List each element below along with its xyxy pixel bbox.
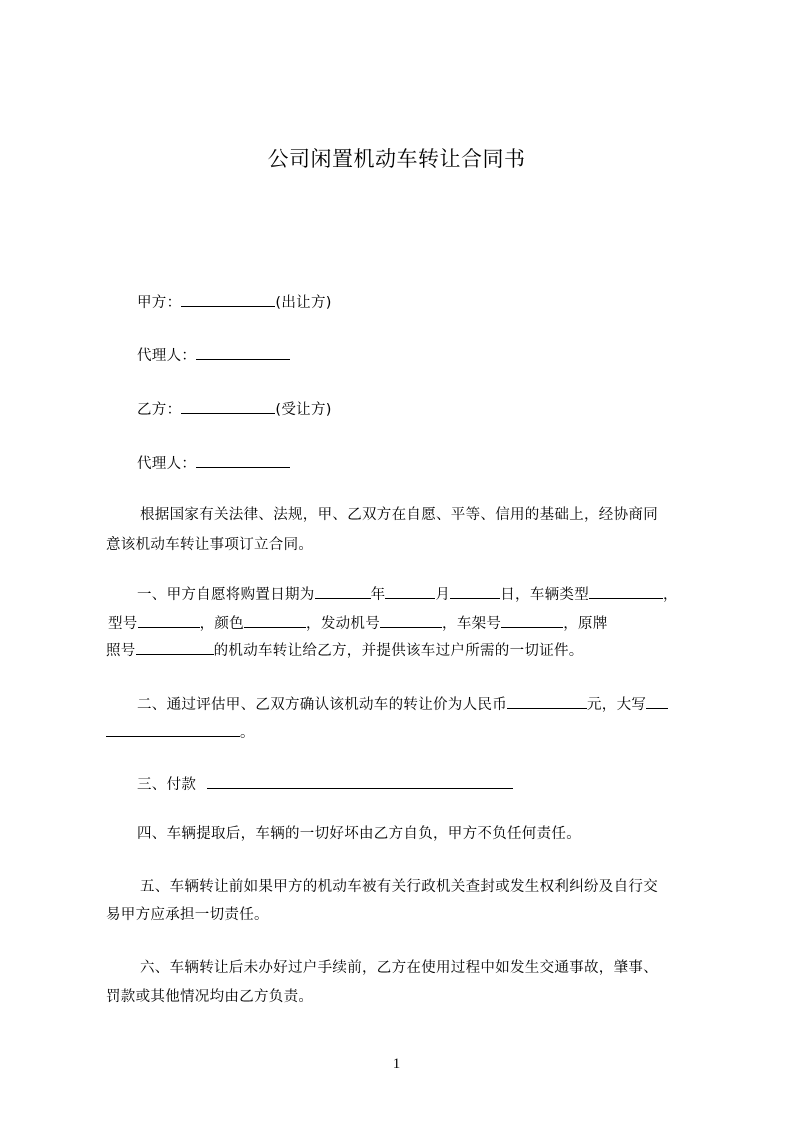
clause-5-line-1: 五、车辆转让前如果甲方的机动车被有关行政机关查封或发生权利纠纷及自行交 [140,879,658,895]
clause-2-text-a: 二、通过评估甲、乙双方确认该机动车的转让价为人民币 [137,697,507,713]
clause-6-line-1: 六、车辆转让后未办好过户手续前，乙方在使用过程中如发生交通事故，肇事、 [140,960,658,976]
price-words-blank-2[interactable] [106,721,240,737]
purchase-month-blank[interactable] [385,583,435,599]
party-a-blank[interactable] [181,291,275,307]
clause-1-text-a: 一、甲方自愿将购置日期为 [137,587,315,603]
payment-blank[interactable] [207,773,513,789]
agent-a-label: 代理人： [137,348,197,364]
clause-3-label: 三、付款 [137,777,197,793]
clause-1-text-g: ，颜色 [199,616,245,632]
preamble-line-2: 意该机动车转让事项订立合同。 [106,537,314,553]
clause-1-text-h: ，发动机号 [306,616,381,632]
agent-b-blank[interactable] [196,452,290,468]
clause-1-text-c: 月 [435,587,451,603]
clause-2-line-1 [137,693,668,715]
clause-1-text-e: ， [663,587,678,603]
chassis-number-blank[interactable] [501,612,563,628]
agent-a-line [137,344,290,366]
color-blank[interactable] [244,612,306,628]
agent-b-label: 代理人： [137,456,197,472]
clause-6-line-2: 罚款或其他情况均由乙方负责。 [106,989,314,1005]
agent-a-blank[interactable] [196,344,290,360]
page-number: 1 [392,1056,401,1072]
clause-1-line-1 [137,583,678,605]
clause-4-line: 四、车辆提取后，车辆的一切好坏由乙方自负，甲方不负任何责任。 [137,826,581,842]
party-b-blank[interactable] [181,398,275,414]
price-blank[interactable] [507,693,587,709]
preamble-line-1: 根据国家有关法律、法规，甲、乙双方在自愿、平等、信用的基础上，经协商同 [140,507,658,523]
clause-1-line-2 [108,612,608,634]
clause-1-text-d: 日，车辆类型 [500,587,590,603]
party-a-line [137,291,332,313]
engine-number-blank[interactable] [380,612,442,628]
price-words-blank-1[interactable] [646,693,668,709]
clause-1-text-i: ，车架号 [442,616,502,632]
clause-2-text-b: 元，大写 [587,697,647,713]
document-title: 公司闲置机动车转让合同书 [267,147,526,171]
party-a-suffix: (出让方) [275,295,332,311]
clause-2-text-c: 。 [240,725,255,741]
clause-1-line-3 [106,639,584,661]
model-blank[interactable] [138,612,200,628]
party-b-suffix: (受让方) [275,402,332,418]
purchase-day-blank[interactable] [450,583,500,599]
plate-number-blank[interactable] [136,639,214,655]
clause-2-line-2 [106,721,255,743]
party-b-label: 乙方： [137,402,182,418]
agent-b-line [137,452,290,474]
clause-1-text-k: 照号 [106,643,136,659]
vehicle-type-blank[interactable] [589,583,663,599]
clause-1-text-f: 型号 [108,616,138,632]
clause-3-line [137,773,513,795]
clause-1-text-b: 年 [370,587,386,603]
clause-5-line-2: 易甲方应承担一切责任。 [106,907,269,923]
clause-1-text-l: 的机动车转让给乙方，并提供该车过户所需的一切证件。 [213,643,584,659]
purchase-year-blank[interactable] [315,583,371,599]
party-a-label: 甲方： [137,295,182,311]
party-b-line [137,398,332,420]
clause-1-text-j: ，原牌 [563,616,608,632]
